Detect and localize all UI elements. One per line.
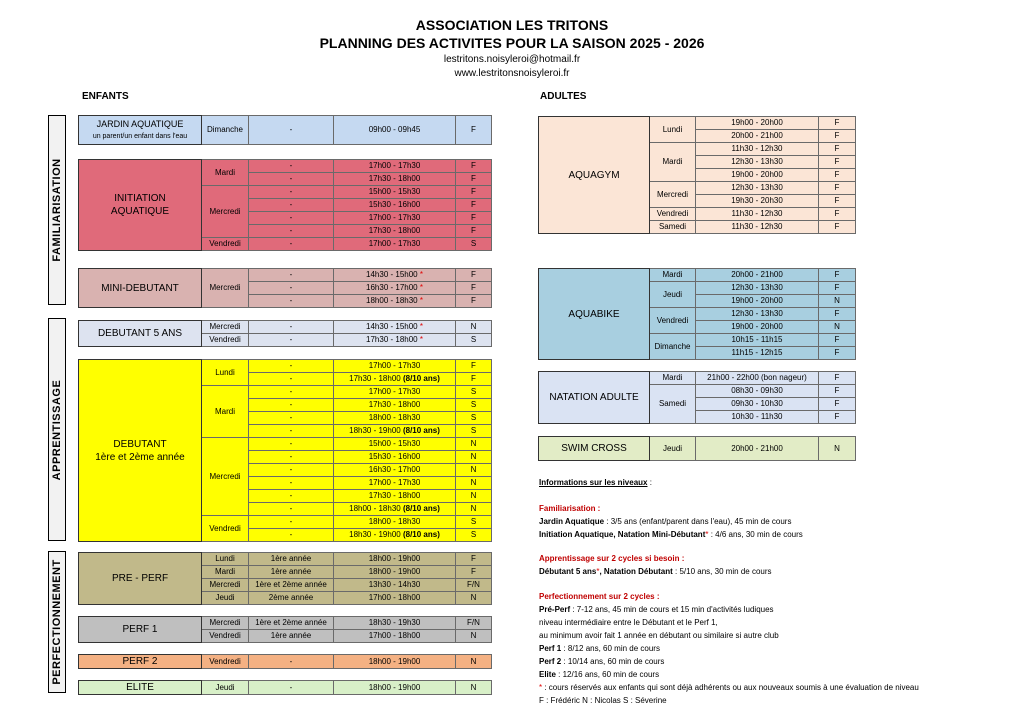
coach-cell: N bbox=[819, 437, 856, 461]
coach-cell: N bbox=[819, 295, 856, 308]
coach-cell: S bbox=[456, 412, 492, 425]
day-cell: Vendredi bbox=[202, 516, 249, 542]
coach-cell: F bbox=[819, 182, 856, 195]
time-cell: 18h00 - 19h00 bbox=[334, 655, 456, 669]
dash-cell: - bbox=[249, 477, 334, 490]
mini-debutant-name: MINI-DEBUTANT bbox=[79, 269, 202, 308]
time-cell: 11h30 - 12h30 bbox=[696, 143, 819, 156]
apprentissage-info-title: Apprentissage sur 2 cycles si besoin : bbox=[539, 554, 685, 563]
debutant-table bbox=[78, 359, 492, 542]
time-cell: 15h30 - 16h00 bbox=[334, 199, 456, 212]
coach-cell: N bbox=[456, 681, 492, 695]
initiation-name: INITIATION AQUATIQUE bbox=[79, 160, 202, 251]
time-cell: 17h30 - 18h00 * bbox=[334, 334, 456, 347]
website-link[interactable]: www.lestritonsnoisyleroi.fr bbox=[454, 68, 570, 79]
coach-cell: F bbox=[456, 160, 492, 173]
coach-cell: N bbox=[456, 592, 492, 605]
coach-cell: S bbox=[456, 425, 492, 438]
time-cell: 10h30 - 11h30 bbox=[696, 411, 819, 424]
time-cell: 12h30 - 13h30 bbox=[696, 156, 819, 169]
day-cell: Mercredi bbox=[202, 438, 249, 516]
elite-table bbox=[78, 680, 492, 695]
coach-cell: S bbox=[456, 334, 492, 347]
perf2-name: PERF 2 bbox=[79, 655, 202, 669]
time-cell: 18h30 - 19h00 (8/10 ans) bbox=[334, 425, 456, 438]
time-cell: 15h00 - 15h30 bbox=[334, 186, 456, 199]
coach-cell: N bbox=[456, 503, 492, 516]
apprentissage-label: APPRENTISSAGE bbox=[48, 318, 66, 541]
day-cell: Vendredi bbox=[202, 655, 249, 669]
coach-cell: F bbox=[819, 269, 856, 282]
dash-cell: - bbox=[249, 116, 334, 145]
time-cell: 15h00 - 15h30 bbox=[334, 438, 456, 451]
time-cell: 18h30 - 19h00 (8/10 ans) bbox=[334, 529, 456, 542]
dash-cell: - bbox=[249, 490, 334, 503]
time-cell: 18h00 - 19h00 bbox=[334, 566, 456, 579]
time-cell: 11h30 - 12h30 bbox=[696, 221, 819, 234]
day-cell: Mardi bbox=[202, 160, 249, 186]
time-cell: 15h30 - 16h00 bbox=[334, 451, 456, 464]
time-cell: 18h30 - 19h30 bbox=[334, 617, 456, 630]
time-cell: 20h00 - 21h00 bbox=[696, 269, 819, 282]
time-cell: 12h30 - 13h30 bbox=[696, 308, 819, 321]
coach-cell: F bbox=[456, 566, 492, 579]
level-cell: 1ère et 2ème année bbox=[249, 617, 334, 630]
dash-cell: - bbox=[249, 225, 334, 238]
aquagym-table bbox=[538, 116, 856, 234]
dash-cell: - bbox=[249, 399, 334, 412]
coach-cell: F bbox=[819, 282, 856, 295]
initiation-table bbox=[78, 159, 492, 251]
dash-cell: - bbox=[249, 386, 334, 399]
preperf-name: PRE - PERF bbox=[79, 553, 202, 605]
coach-cell: N bbox=[456, 490, 492, 503]
mini-debutant-table bbox=[78, 268, 492, 308]
time-cell: 18h00 - 18h30 bbox=[334, 412, 456, 425]
day-cell: Jeudi bbox=[650, 282, 696, 308]
time-cell: 18h00 - 18h30 bbox=[334, 516, 456, 529]
coach-cell: S bbox=[456, 386, 492, 399]
time-cell: 17h30 - 18h00 bbox=[334, 490, 456, 503]
perf1-name: PERF 1 bbox=[79, 617, 202, 643]
swim-cross-name: SWIM CROSS bbox=[539, 437, 650, 461]
day-cell: Lundi bbox=[650, 117, 696, 143]
page-subtitle: PLANNING DES ACTIVITES POUR LA SAISON 2025 - 2026 bbox=[319, 35, 705, 51]
familiarisation-info: Familiarisation : Jardin Aquatique : 3/5 ans (enfant/parent dans l'eau), 45 min de cours Initiation Aquatique, Natation Mini-Débutant* : 4/6 ans, 30 min de cours bbox=[539, 502, 1009, 541]
coach-legend: F : Frédéric N : Nicolas S : Séverine bbox=[539, 696, 667, 705]
aquabike-name: AQUABIKE bbox=[539, 269, 650, 360]
coach-cell: F bbox=[819, 195, 856, 208]
time-cell: 17h00 - 17h30 bbox=[334, 160, 456, 173]
perf2-table bbox=[78, 654, 492, 669]
coach-cell: F bbox=[819, 347, 856, 360]
dash-cell: - bbox=[249, 373, 334, 386]
time-cell: 21h00 - 22h00 (bon nageur) bbox=[696, 372, 819, 385]
coach-cell: N bbox=[456, 477, 492, 490]
coach-cell: F/N bbox=[456, 579, 492, 592]
dash-cell: - bbox=[249, 295, 334, 308]
level-cell: 1ère année bbox=[249, 566, 334, 579]
elite-name: ELITE bbox=[79, 681, 202, 695]
level-cell: 1ère année bbox=[249, 553, 334, 566]
debutant5-table bbox=[78, 320, 492, 347]
day-cell: Vendredi bbox=[202, 334, 249, 347]
jardin-table bbox=[78, 115, 492, 145]
swim-cross-table bbox=[538, 436, 856, 461]
time-cell: 17h00 - 18h00 bbox=[334, 630, 456, 643]
dash-cell: - bbox=[249, 160, 334, 173]
familiarisation-info-title: Familiarisation : bbox=[539, 504, 601, 513]
day-cell: Jeudi bbox=[202, 681, 249, 695]
time-cell: 20h00 - 21h00 bbox=[696, 437, 819, 461]
familiarisation-label: FAMILIARISATION bbox=[48, 115, 66, 305]
time-cell: 18h00 - 18h30 * bbox=[334, 295, 456, 308]
day-cell: Lundi bbox=[202, 360, 249, 386]
day-cell: Jeudi bbox=[202, 592, 249, 605]
time-cell: 12h30 - 13h30 bbox=[696, 182, 819, 195]
coach-cell: F bbox=[819, 411, 856, 424]
time-cell: 18h00 - 19h00 bbox=[334, 681, 456, 695]
time-cell: 13h30 - 14h30 bbox=[334, 579, 456, 592]
info-heading-block: Informations sur les niveaux : bbox=[539, 478, 652, 487]
day-cell: Mercredi bbox=[202, 579, 249, 592]
time-cell: 14h30 - 15h00 * bbox=[334, 269, 456, 282]
perf1-table bbox=[78, 616, 492, 643]
coach-cell: N bbox=[456, 464, 492, 477]
day-cell: Mardi bbox=[202, 386, 249, 438]
coach-cell: F bbox=[819, 143, 856, 156]
coach-cell: N bbox=[819, 321, 856, 334]
time-cell: 14h30 - 15h00 * bbox=[334, 321, 456, 334]
time-cell: 12h30 - 13h30 bbox=[696, 282, 819, 295]
coach-cell: F bbox=[819, 385, 856, 398]
coach-cell: F bbox=[819, 117, 856, 130]
time-cell: 18h00 - 18h30 (8/10 ans) bbox=[334, 503, 456, 516]
aquagym-name: AQUAGYM bbox=[539, 117, 650, 234]
dash-cell: - bbox=[249, 269, 334, 282]
dash-cell: - bbox=[249, 438, 334, 451]
coach-cell: F bbox=[819, 372, 856, 385]
email-link[interactable]: lestritons.noisyleroi@hotmail.fr bbox=[443, 54, 581, 65]
coach-cell: F bbox=[456, 173, 492, 186]
time-cell: 16h30 - 17h00 * bbox=[334, 282, 456, 295]
time-cell: 19h00 - 20h00 bbox=[696, 169, 819, 182]
coach-cell: S bbox=[456, 238, 492, 251]
dash-cell: - bbox=[249, 503, 334, 516]
time-cell: 17h00 - 17h30 bbox=[334, 238, 456, 251]
dash-cell: - bbox=[249, 238, 334, 251]
adultes-heading: ADULTES bbox=[540, 91, 587, 102]
coach-cell: F bbox=[456, 282, 492, 295]
time-cell: 11h30 - 12h30 bbox=[696, 208, 819, 221]
day-cell: Mercredi bbox=[202, 186, 249, 238]
coach-cell: S bbox=[456, 399, 492, 412]
day-cell: Lundi bbox=[202, 553, 249, 566]
coach-cell: F bbox=[819, 208, 856, 221]
time-cell: 18h00 - 19h00 bbox=[334, 553, 456, 566]
coach-cell: F bbox=[819, 334, 856, 347]
coach-cell: F bbox=[456, 269, 492, 282]
coach-cell: F bbox=[456, 360, 492, 373]
dash-cell: - bbox=[249, 173, 334, 186]
level-cell: 2ème année bbox=[249, 592, 334, 605]
perfectionnement-info-title: Perfectionnement sur 2 cycles : bbox=[539, 592, 660, 601]
dash-cell: - bbox=[249, 425, 334, 438]
coach-cell: F bbox=[456, 199, 492, 212]
info-heading: Informations sur les niveaux bbox=[539, 478, 648, 487]
time-cell: 17h00 - 17h30 bbox=[334, 360, 456, 373]
coach-cell: F bbox=[456, 553, 492, 566]
coach-cell: F bbox=[456, 186, 492, 199]
perfectionnement-info: Perfectionnement sur 2 cycles : Pré-Perf : 7-12 ans, 45 min de cours et 15 min d'activités ludiques niveau intermédiaire entre le Débutant et le Perf 1, au minimum avoir fait 1 année en débutant ou similaire si autre club Perf 1 : 8/12 ans, 60 min de cours Perf 2 : 10/14 ans, 60 min de cours Elite : 12/16 ans, 60 min de cours * : cours réservés aux enfants qui sont déjà adhérents ou aux nouveaux soumis à une évaluation de niveau F : Frédéric N : Nicolas S : Séverine bbox=[539, 590, 1009, 707]
coach-cell: F bbox=[456, 225, 492, 238]
level-cell: 1ère et 2ème année bbox=[249, 579, 334, 592]
dash-cell: - bbox=[249, 529, 334, 542]
dash-cell: - bbox=[249, 212, 334, 225]
day-cell: Vendredi bbox=[650, 308, 696, 334]
dash-cell: - bbox=[249, 321, 334, 334]
coach-cell: F bbox=[819, 156, 856, 169]
jardin-name: JARDIN AQUATIQUE un parent/un enfant dans l'eau bbox=[79, 116, 202, 145]
time-cell: 19h00 - 20h00 bbox=[696, 117, 819, 130]
apprentissage-info: Apprentissage sur 2 cycles si besoin : Débutant 5 ans*, Natation Débutant : 5/10 ans, 30 min de cours bbox=[539, 552, 1009, 578]
dash-cell: - bbox=[249, 464, 334, 477]
dash-cell: - bbox=[249, 186, 334, 199]
day-cell: Dimanche bbox=[650, 334, 696, 360]
time-cell: 17h00 - 17h30 bbox=[334, 386, 456, 399]
day-cell: Mercredi bbox=[202, 321, 249, 334]
dash-cell: - bbox=[249, 516, 334, 529]
time-cell: 09h00 - 09h45 bbox=[334, 116, 456, 145]
day-cell: Mercredi bbox=[202, 617, 249, 630]
coach-cell: N bbox=[456, 630, 492, 643]
dash-cell: - bbox=[249, 655, 334, 669]
day-cell: Mardi bbox=[650, 143, 696, 182]
day-cell: Mercredi bbox=[202, 269, 249, 308]
enfants-heading: ENFANTS bbox=[82, 91, 129, 102]
time-cell: 19h00 - 20h00 bbox=[696, 321, 819, 334]
level-cell: 1ère année bbox=[249, 630, 334, 643]
dash-cell: - bbox=[249, 199, 334, 212]
preperf-table bbox=[78, 552, 492, 605]
time-cell: 20h00 - 21h00 bbox=[696, 130, 819, 143]
debutant5-name: DEBUTANT 5 ANS bbox=[79, 321, 202, 347]
coach-cell: N bbox=[456, 655, 492, 669]
natation-name: NATATION ADULTE bbox=[539, 372, 650, 424]
time-cell: 10h15 - 11h15 bbox=[696, 334, 819, 347]
time-cell: 17h30 - 18h00 bbox=[334, 225, 456, 238]
time-cell: 19h30 - 20h30 bbox=[696, 195, 819, 208]
dash-cell: - bbox=[249, 282, 334, 295]
time-cell: 16h30 - 17h00 bbox=[334, 464, 456, 477]
day-cell: Mardi bbox=[202, 566, 249, 579]
debutant-name: DEBUTANT 1ère et 2ème année bbox=[79, 360, 202, 542]
day-cell: Vendredi bbox=[650, 208, 696, 221]
coach-cell: F bbox=[456, 295, 492, 308]
day-cell: Jeudi bbox=[650, 437, 696, 461]
time-cell: 17h30 - 18h00 bbox=[334, 173, 456, 186]
day-cell: Samedi bbox=[650, 385, 696, 424]
time-cell: 19h00 - 20h00 bbox=[696, 295, 819, 308]
time-cell: 09h30 - 10h30 bbox=[696, 398, 819, 411]
day-cell: Mardi bbox=[650, 372, 696, 385]
coach-cell: F bbox=[819, 308, 856, 321]
natation-table bbox=[538, 371, 856, 424]
coach-cell: N bbox=[456, 321, 492, 334]
coach-cell: S bbox=[456, 529, 492, 542]
time-cell: 17h00 - 17h30 bbox=[334, 212, 456, 225]
coach-cell: F bbox=[819, 221, 856, 234]
coach-cell: F bbox=[819, 130, 856, 143]
page-title: ASSOCIATION LES TRITONS bbox=[415, 17, 609, 33]
coach-cell: F bbox=[456, 212, 492, 225]
coach-cell: F bbox=[819, 169, 856, 182]
coach-cell: F bbox=[456, 116, 492, 145]
coach-cell: F/N bbox=[456, 617, 492, 630]
perfectionnement-label: PERFECTIONNEMENT bbox=[48, 551, 66, 693]
coach-cell: N bbox=[456, 451, 492, 464]
coach-cell: S bbox=[456, 516, 492, 529]
day-cell: Mercredi bbox=[650, 182, 696, 208]
dash-cell: - bbox=[249, 412, 334, 425]
time-cell: 17h30 - 18h00 bbox=[334, 399, 456, 412]
time-cell: 11h15 - 12h15 bbox=[696, 347, 819, 360]
time-cell: 17h30 - 18h00 (8/10 ans) bbox=[334, 373, 456, 386]
dash-cell: - bbox=[249, 451, 334, 464]
day-cell: Dimanche bbox=[202, 116, 249, 145]
day-cell: Vendredi bbox=[202, 238, 249, 251]
coach-cell: F bbox=[456, 373, 492, 386]
time-cell: 08h30 - 09h30 bbox=[696, 385, 819, 398]
day-cell: Samedi bbox=[650, 221, 696, 234]
time-cell: 17h00 - 17h30 bbox=[334, 477, 456, 490]
coach-cell: F bbox=[819, 398, 856, 411]
dash-cell: - bbox=[249, 360, 334, 373]
day-cell: Mardi bbox=[650, 269, 696, 282]
day-cell: Vendredi bbox=[202, 630, 249, 643]
dash-cell: - bbox=[249, 334, 334, 347]
time-cell: 17h00 - 18h00 bbox=[334, 592, 456, 605]
aquabike-table bbox=[538, 268, 856, 360]
coach-cell: N bbox=[456, 438, 492, 451]
dash-cell: - bbox=[249, 681, 334, 695]
